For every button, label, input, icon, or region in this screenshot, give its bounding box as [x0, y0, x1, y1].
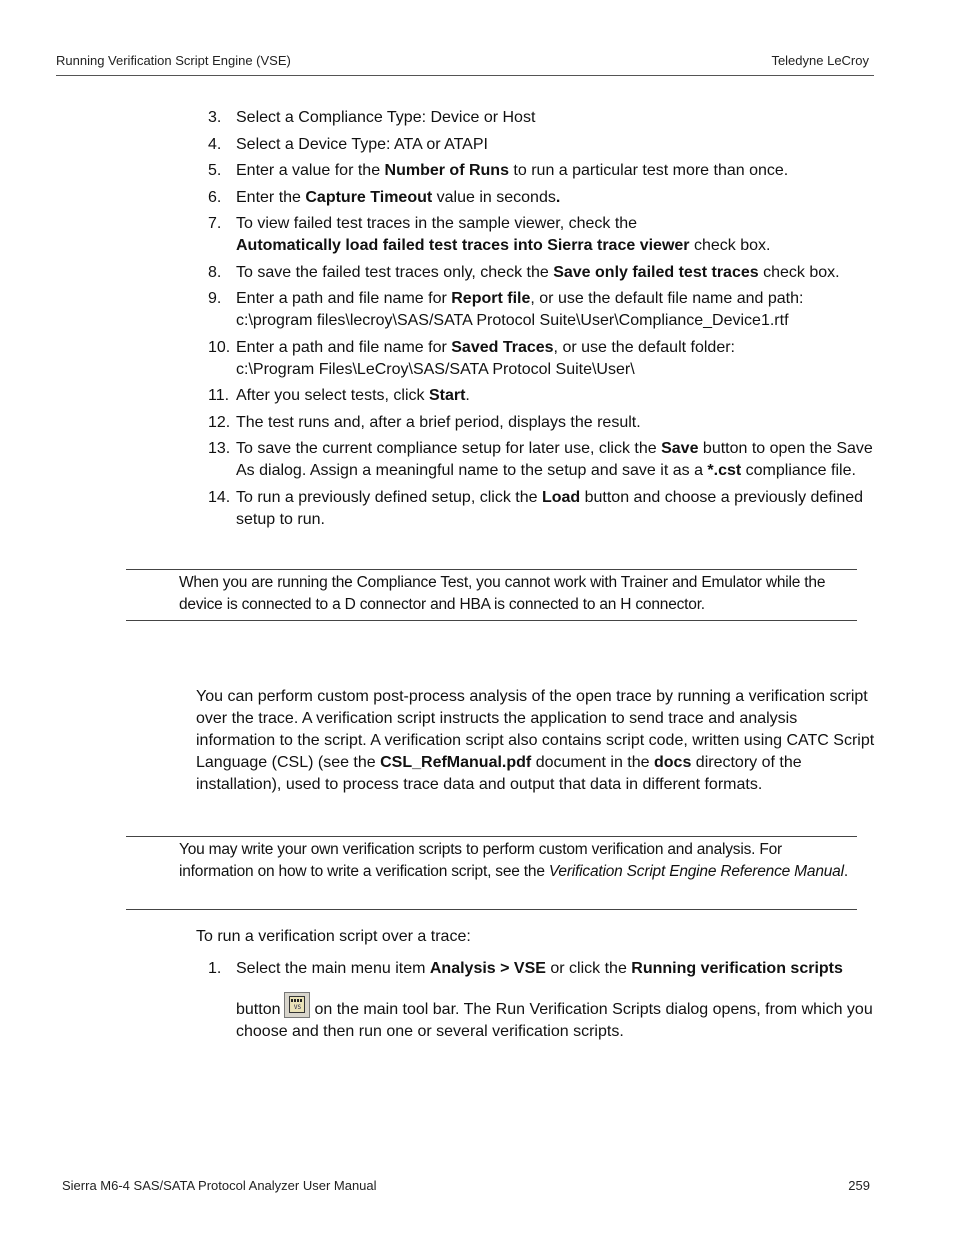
step-text: The test runs and, after a brief period, displays the result. [236, 413, 641, 431]
step-text: After you select tests, click Start. [236, 387, 470, 404]
list-item [208, 438, 873, 482]
running-header-title: Running Verification Script Engine (VSE) [56, 53, 291, 68]
step-number: 5. [208, 162, 222, 179]
list-item [208, 487, 873, 531]
step-number: 11. [208, 387, 230, 404]
list-item [208, 160, 873, 182]
list-item [208, 134, 873, 156]
step-number: 10. [208, 338, 231, 356]
compliance-steps-list [208, 107, 873, 535]
step-text: To view failed test traces in the sample viewer, check the Automatically load failed test traces into Sierra trace viewer check box. [236, 215, 771, 254]
list-item [208, 958, 873, 1043]
list-item [208, 412, 873, 434]
step-number: 13. [208, 440, 231, 457]
list-item [208, 262, 873, 284]
step-text: To save the current compliance setup for later use, click the Save button to open the Save As dialog. Assign a meaningful name to the setup and save it as a *.cst compliance file. [236, 440, 873, 479]
note-box-custom-scripts [126, 836, 857, 910]
step-text: Select a Compliance Type: Device or Host [236, 109, 536, 126]
step-text-pre: button [236, 1001, 281, 1018]
step-number: 8. [208, 263, 222, 281]
run-script-intro: To run a verification script over a trace: [196, 928, 471, 945]
vse-script-icon[interactable] [284, 992, 310, 1018]
list-item [208, 187, 873, 209]
step-text: Enter a path and file name for Report file, or use the default file name and path: c:\program files\lecroy\SAS/SATA Protocol Suite\User\Compliance_Device1.rtf [236, 290, 804, 329]
step-text: Enter a path and file name for Saved Traces, or use the default folder: c:\Program Files\LeCroy\SAS/SATA Protocol Suite\User\ [236, 338, 735, 378]
step-number: 3. [208, 109, 222, 126]
note-text: You may write your own verification scripts to perform custom verification and analysis. For information on how to write a verification script, see the Verification Script Engine Reference Manual. [179, 841, 848, 880]
step-number: 9. [208, 290, 222, 307]
note-text: When you are running the Compliance Test, you cannot work with Trainer and Emulator while the device is connected to a D connector and HBA is connected to an H connector. [179, 574, 826, 613]
step-number: 6. [208, 188, 222, 206]
list-item [208, 213, 873, 257]
step-text: To run a previously defined setup, click the Load button and choose a previously defined setup to run. [236, 488, 864, 528]
step-number: 14. [208, 488, 231, 506]
vse-intro-paragraph: You can perform custom post-process analysis of the open trace by running a verification script over the trace. A verification script instructs the application to send trace and analysis information to the script. A verification script also contains script code, written using CATC Script Language (CSL) (see the CSL_RefManual.pdf document in the docs directory of the installation), used to process trace data and output that data in different formats. [196, 688, 875, 793]
step-text: Enter a value for the Number of Runs to run a particular test more than once. [236, 162, 789, 179]
footer-manual-title: Sierra M6-4 SAS/SATA Protocol Analyzer User Manual [62, 1178, 377, 1193]
step-text-post: on the main tool bar. The Run Verification Scripts dialog opens, from which you choose and then run one or several verification scripts. [236, 1001, 873, 1040]
step-text [236, 958, 873, 1043]
step-number: 7. [208, 215, 222, 232]
page-number: 259 [848, 1178, 870, 1193]
list-item [208, 385, 873, 407]
script-glyph-icon [289, 996, 305, 1013]
note-box-compliance [126, 569, 857, 621]
running-header-company: Teledyne LeCroy [771, 53, 869, 68]
step-number: 12. [208, 413, 231, 431]
list-item [208, 288, 873, 332]
step-text: To save the failed test traces only, check the Save only failed test traces check box. [236, 263, 840, 281]
header-divider [56, 75, 874, 76]
run-script-steps [208, 958, 873, 1043]
step-text: Select a Device Type: ATA or ATAPI [236, 135, 488, 153]
step-line [236, 992, 873, 1043]
step-number: 4. [208, 135, 222, 153]
list-item [208, 337, 873, 381]
icon-label: VS [293, 1004, 302, 1011]
step-line: Select the main menu item Analysis > VSE or click the Running verification scripts [236, 960, 843, 977]
step-text: Enter the Capture Timeout value in seconds. [236, 188, 561, 206]
step-number: 1. [208, 960, 222, 977]
list-item [208, 107, 873, 129]
